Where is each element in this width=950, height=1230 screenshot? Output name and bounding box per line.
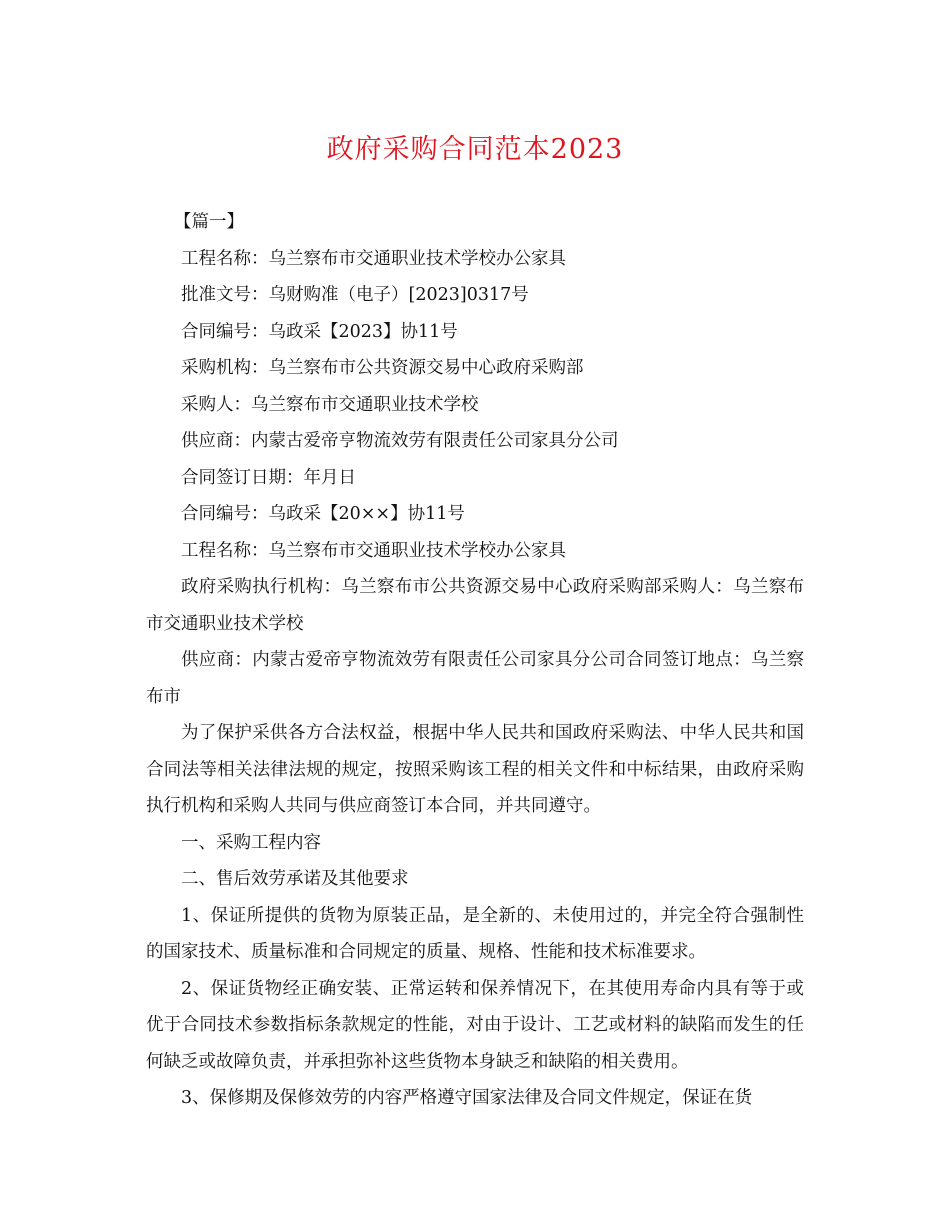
clause-heading-1: 一、采购工程内容 (181, 832, 321, 853)
contract-number-line-2: 合同编号：乌政采【20××】协11号 (181, 504, 465, 524)
clause-item-3: 3、保修期及保修效劳的内容严格遵守国家法律及合同文件规定，保证在货 (181, 1088, 753, 1108)
purchaser-line: 采购人：乌兰察布市交通职业技术学校 (181, 394, 479, 415)
supplier-line: 供应商：内蒙古爱帝亨物流效劳有限责任公司家具分公司 (181, 431, 619, 451)
section-heading: 【篇一】 (174, 212, 244, 232)
executing-agency-paragraph: 政府采购执行机构：乌兰察布市公共资源交易中心政府采购部采购人：乌兰察布市交通职业技术学校 (146, 577, 804, 634)
supplier-location-paragraph: 供应商：内蒙古爱帝亨物流效劳有限责任公司家具分公司合同签订地点：乌兰察布市 (146, 650, 804, 707)
document-title: 政府采购合同范本2023 (326, 134, 624, 165)
project-name-line: 工程名称：乌兰察布市交通职业技术学校办公家具 (181, 248, 566, 269)
clause-item-1: 1、保证所提供的货物为原装正品，是全新的、未使用过的，并完全符合强制性的国家技术、质量标准和合同规定的质量、规格、性能和技术标准要求。 (146, 905, 804, 962)
procurement-agency-line: 采购机构：乌兰察布市公共资源交易中心政府采购部 (181, 358, 584, 378)
approval-number-line: 批准文号：乌财购准（电子）[2023]0317号 (181, 285, 529, 305)
signing-date-line: 合同签订日期：年月日 (181, 467, 356, 488)
clause-heading-2: 二、售后效劳承诺及其他要求 (181, 869, 409, 889)
document-body (146, 204, 804, 1117)
contract-number-line: 合同编号：乌政采【2023】协11号 (181, 321, 458, 342)
clause-item-2: 2、保证货物经正确安装、正常运转和保养情况下，在其使用寿命内具有等于或优于合同技术参数指标条款规定的性能，对由于设计、工艺或材料的缺陷而发生的任何缺乏或故障负责，并承担弥补这些货物本身缺乏和缺陷的相关费用。 (146, 978, 804, 1072)
project-name-line-2: 工程名称：乌兰察布市交通职业技术学校办公家具 (181, 540, 566, 561)
preamble-paragraph: 为了保护采供各方合法权益，根据中华人民共和国政府采购法、中华人民共和国合同法等相关法律法规的规定，按照采购该工程的相关文件和中标结果，由政府采购执行机构和采购人共同与供应商签订本合同，并共同遵守。 (146, 723, 804, 816)
